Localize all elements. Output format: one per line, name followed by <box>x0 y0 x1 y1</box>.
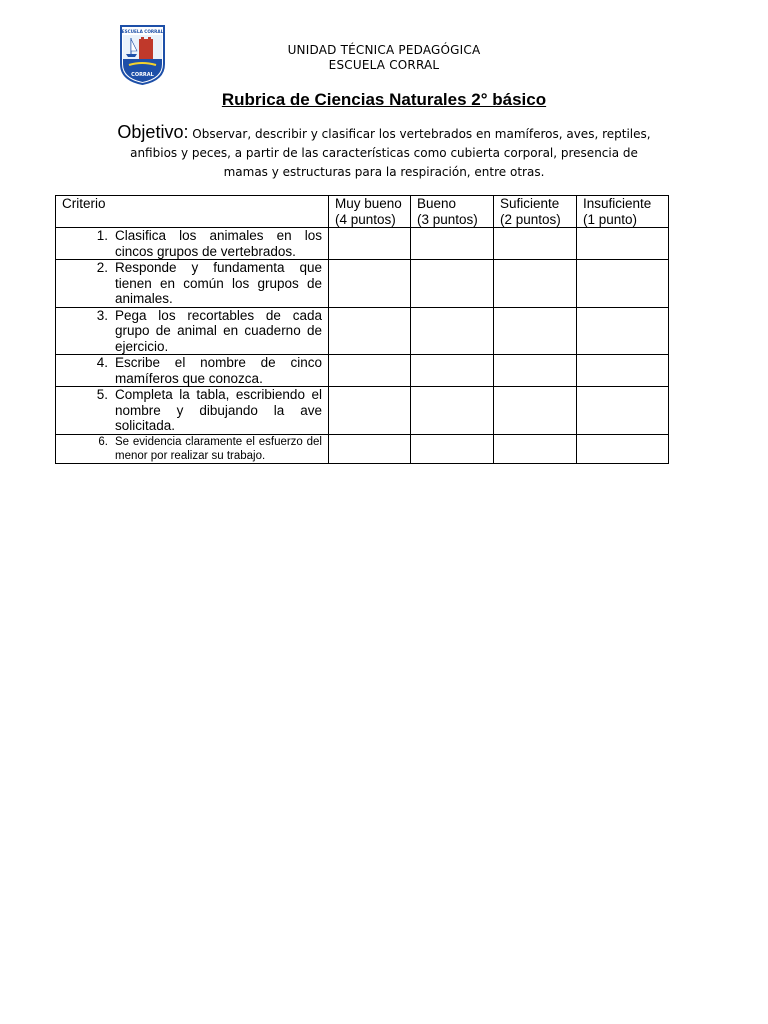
criterion-text: Completa la tabla, escribiendo el nombre y dibujando la ave solicitada. <box>115 387 322 433</box>
score-cell[interactable] <box>494 228 577 260</box>
header-insuficiente: Insuficiente (1 punto) <box>577 196 669 228</box>
table-row <box>56 260 669 308</box>
header-school: ESCUELA CORRAL <box>328 58 440 72</box>
score-cell[interactable] <box>494 434 577 463</box>
header-criterio: Criterio <box>56 196 329 228</box>
criterion-cell <box>56 355 329 387</box>
criterion-text: Se evidencia claramente el esfuerzo del menor por realizar su trabajo. <box>115 435 322 462</box>
objective-text: Observar, describir y clasificar los vertebrados en mamíferos, aves, reptiles, anfibios y peces, a partir de las características como cubierta corporal, presencia de mamas y estructuras para la respiración, entre otras. <box>130 127 651 179</box>
objective-block <box>110 123 658 182</box>
score-cell[interactable] <box>329 307 411 355</box>
score-cell[interactable] <box>411 387 494 435</box>
score-cell[interactable] <box>329 387 411 435</box>
score-cell[interactable] <box>577 307 669 355</box>
score-cell[interactable] <box>577 387 669 435</box>
criterion-text: Pega los recortables de cada grupo de animal en cuaderno de ejercicio. <box>115 307 322 354</box>
score-cell[interactable] <box>577 228 669 260</box>
table-row <box>56 434 669 463</box>
school-logo <box>119 24 166 86</box>
score-cell[interactable] <box>411 228 494 260</box>
score-cell[interactable] <box>494 355 577 387</box>
score-cell[interactable] <box>494 387 577 435</box>
criterion-number: 3. <box>96 307 108 323</box>
logo-bottom-text: CORRAL <box>131 72 154 78</box>
page-title: Rubrica de Ciencias Naturales 2° básico <box>221 90 547 109</box>
criterion-cell <box>56 228 329 260</box>
score-cell[interactable] <box>577 355 669 387</box>
criterion-text: Clasifica los animales en los cincos grupos de vertebrados. <box>115 228 322 259</box>
criterion-cell <box>56 307 329 355</box>
score-cell[interactable] <box>411 434 494 463</box>
table-row <box>56 228 669 260</box>
criterion-cell <box>56 260 329 308</box>
score-cell[interactable] <box>329 228 411 260</box>
score-cell[interactable] <box>329 434 411 463</box>
criterion-number: 6. <box>98 435 108 448</box>
score-cell[interactable] <box>411 307 494 355</box>
header-bueno: Bueno (3 puntos) <box>411 196 494 228</box>
score-cell[interactable] <box>411 355 494 387</box>
score-cell[interactable] <box>494 260 577 308</box>
table-row <box>56 307 669 355</box>
fort-tower <box>139 39 153 59</box>
score-cell[interactable] <box>329 260 411 308</box>
table-header-row <box>56 196 669 228</box>
score-cell[interactable] <box>577 434 669 463</box>
criterion-cell <box>56 434 329 463</box>
criterion-number: 2. <box>96 260 108 275</box>
criterion-text: Escribe el nombre de cinco mamíferos que conozca. <box>115 355 322 386</box>
objective-label: Objetivo: <box>117 122 189 142</box>
criterion-number: 1. <box>96 228 108 243</box>
table-row <box>56 387 669 435</box>
header-suficiente: Suficiente (2 puntos) <box>494 196 577 228</box>
score-cell[interactable] <box>577 260 669 308</box>
rubric-table <box>55 195 669 464</box>
score-cell[interactable] <box>494 307 577 355</box>
criterion-text: Responde y fundamenta que tienen en común los grupos de animales. <box>115 260 322 306</box>
criterion-number: 4. <box>96 355 108 370</box>
table-row <box>56 355 669 387</box>
header-muy-bueno: Muy bueno (4 puntos) <box>329 196 411 228</box>
criterion-cell <box>56 387 329 435</box>
criterion-number: 5. <box>96 387 108 402</box>
header-unit: UNIDAD TÉCNICA PEDAGÓGICA <box>287 43 481 57</box>
logo-top-text: ESCUELA CORRAL <box>121 29 164 34</box>
score-cell[interactable] <box>411 260 494 308</box>
score-cell[interactable] <box>329 355 411 387</box>
